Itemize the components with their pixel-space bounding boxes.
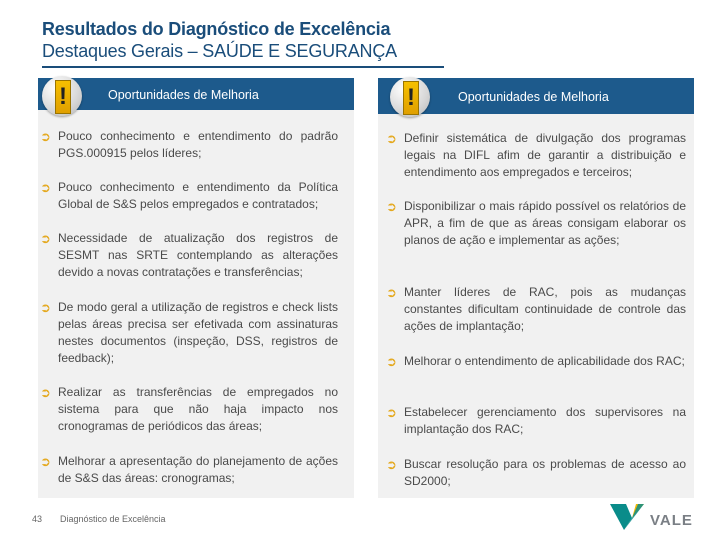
title-divider <box>42 66 444 68</box>
page-title: Resultados do Diagnóstico de Excelência <box>42 19 391 39</box>
right-panel <box>378 78 694 498</box>
list-item-text: Realizar as transferências de empregados no sistema para que não haja impacto nos cronogramas de periódicos das áreas; <box>58 385 338 433</box>
list-item-text: Necessidade de atualização dos registros de SESMT nas SRTE contemplando as alterações devido a novas contratações e transferências; <box>58 231 338 279</box>
list-item-text: De modo geral a utilização de registros e check lists pelas áreas precisa ser efetivada com assinaturas nestes documentos (inspeção, DSS, registros de feedback); <box>58 300 338 365</box>
list-item <box>40 128 338 162</box>
list-item <box>40 453 338 487</box>
arrow-bullet-icon: ➲ <box>40 231 51 246</box>
list-item <box>386 353 686 370</box>
arrow-bullet-icon: ➲ <box>386 285 397 300</box>
arrow-bullet-icon: ➲ <box>386 405 397 420</box>
list-item <box>40 299 338 367</box>
list-item-text: Estabelecer gerenciamento dos supervisores na implantação dos RAC; <box>404 405 686 436</box>
arrow-bullet-icon: ➲ <box>40 385 51 400</box>
list-item-text: Pouco conhecimento e entendimento do padrão PGS.000915 pelos líderes; <box>58 129 338 160</box>
list-item <box>386 404 686 438</box>
page-subtitle: Destaques Gerais – SAÚDE E SEGURANÇA <box>42 41 397 61</box>
left-panel-header <box>38 78 354 110</box>
arrow-bullet-icon: ➲ <box>386 457 397 472</box>
arrow-bullet-icon: ➲ <box>40 300 51 315</box>
arrow-bullet-icon: ➲ <box>386 354 397 369</box>
right-panel-heading: Oportunidades de Melhoria <box>458 90 609 104</box>
left-panel <box>38 78 354 498</box>
arrow-bullet-icon: ➲ <box>386 131 397 146</box>
page-number: 43 <box>32 514 43 524</box>
list-item <box>386 198 686 249</box>
arrow-bullet-icon: ➲ <box>40 129 51 144</box>
warning-icon <box>42 76 82 116</box>
list-item <box>40 384 338 435</box>
list-item-text: Pouco conhecimento e entendimento da Política Global de S&S pelos empregados e contratados; <box>58 180 338 211</box>
list-item <box>40 179 338 213</box>
list-item-text: Melhorar o entendimento de aplicabilidade dos RAC; <box>404 354 685 368</box>
list-item-text: Disponibilizar o mais rápido possível os relatórios de APR, a fim de que as áreas consigam elaborar os planos de ação e implementar as ações; <box>404 199 686 247</box>
list-item <box>386 456 686 490</box>
footer-label: Diagnóstico de Excelência <box>60 514 166 524</box>
arrow-bullet-icon: ➲ <box>40 454 51 469</box>
list-item-text: Manter líderes de RAC, pois as mudanças constantes dificultam continuidade de controle das ações de implantação; <box>404 285 686 333</box>
list-item-text: Buscar resolução para os problemas de acesso ao SD2000; <box>404 457 686 488</box>
list-item <box>40 230 338 281</box>
left-panel-heading: Oportunidades de Melhoria <box>108 88 259 102</box>
arrow-bullet-icon: ➲ <box>40 180 51 195</box>
list-item <box>386 284 686 335</box>
list-item-text: Melhorar a apresentação do planejamento de ações de S&S das áreas: cronogramas; <box>58 454 338 485</box>
warning-icon <box>390 77 430 117</box>
list-item <box>386 130 686 181</box>
exclamation-icon: ! <box>55 80 71 114</box>
list-item-text: Definir sistemática de divulgação dos programas legais na DIFL afim de garantir a distribuição e entendimento aos empregados e terceiros; <box>404 131 686 179</box>
logo-text: VALE <box>650 512 693 529</box>
title-block <box>42 18 397 62</box>
exclamation-icon: ! <box>403 81 419 115</box>
arrow-bullet-icon: ➲ <box>386 199 397 214</box>
